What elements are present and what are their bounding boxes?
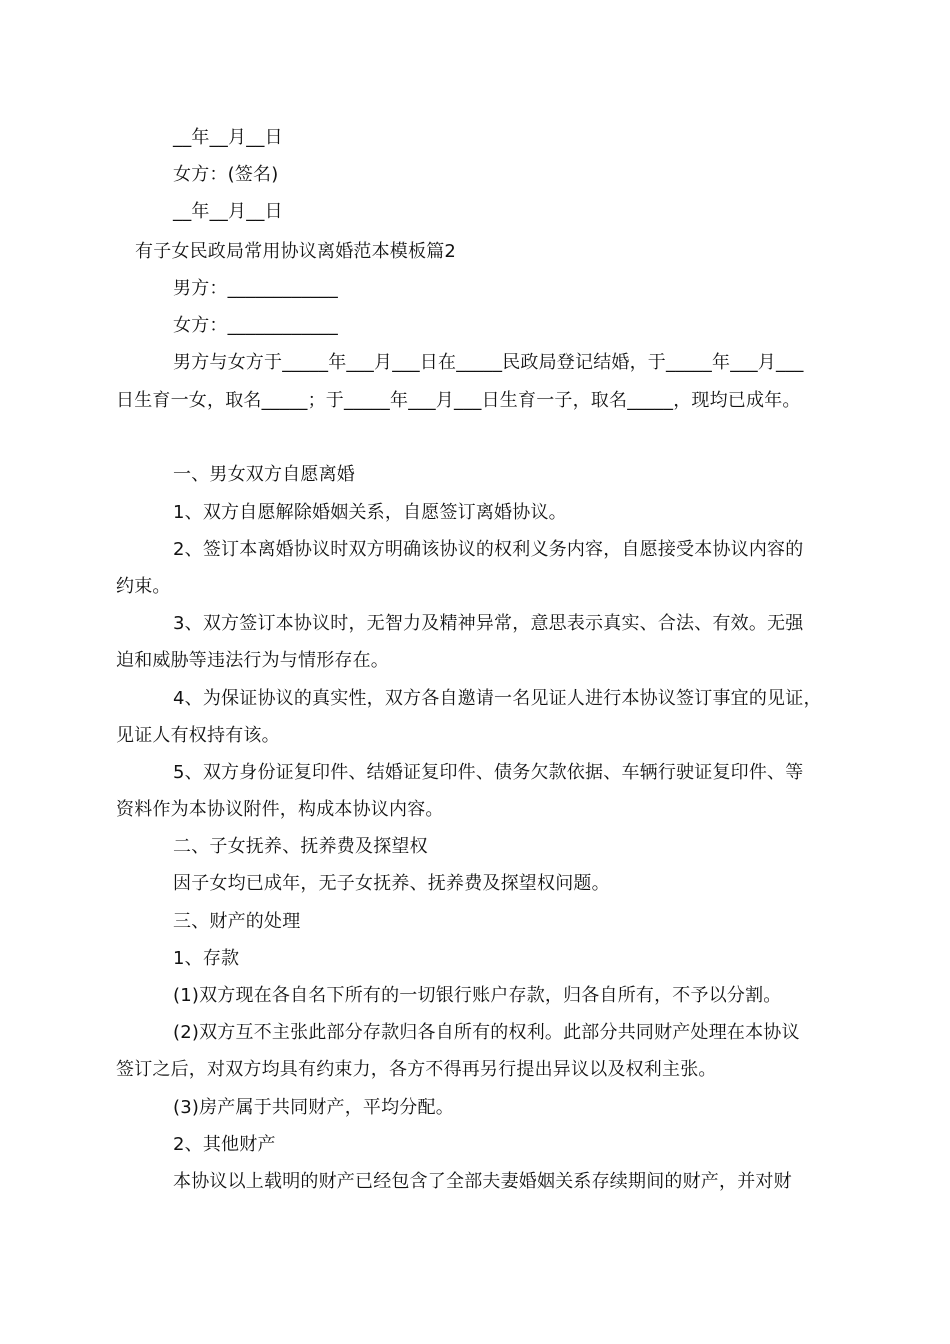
heading-line: 三、财产的处理	[173, 911, 301, 932]
paragraph-line: 日生育一女，取名_____；于_____年___月___日生育一子，取名_____，现均已成年。	[116, 390, 801, 411]
paragraph-line: (3)房产属于共同财产，平均分配。	[173, 1097, 454, 1118]
heading-line: 二、子女抚养、抚养费及探望权	[173, 836, 428, 857]
paragraph-line: 5、双方身份证复印件、结婚证复印件、债务欠款依据、车辆行驶证复印件、等	[173, 762, 804, 783]
paragraph-line: 男方与女方于_____年___月___日在_____民政局登记结婚，于_____年___月___	[173, 352, 804, 373]
paragraph-line: 1、存款	[173, 948, 240, 969]
heading-line: 一、男女双方自愿离婚	[173, 464, 355, 485]
paragraph-line: 4、为保证协议的真实性，双方各自邀请一名见证人进行本协议签订事宜的见证，	[173, 688, 822, 709]
paragraph-line: 2、签订本离婚协议时双方明确该协议的权利义务内容，自愿接受本协议内容的	[173, 539, 804, 560]
paragraph-line: 2、其他财产	[173, 1134, 276, 1155]
section-title: 有子女民政局常用协议离婚范本模板篇2	[135, 241, 457, 262]
paragraph-line: 本协议以上载明的财产已经包含了全部夫妻婚姻关系存续期间的财产，并对财	[173, 1171, 792, 1192]
paragraph-line: (1)双方现在各自名下所有的一切银行账户存款，归各自所有，不予以分割。	[173, 985, 782, 1006]
paragraph-line: 因子女均已成年，无子女抚养、抚养费及探望权问题。	[173, 873, 610, 894]
male-party-line: 男方：____________	[173, 278, 338, 299]
paragraph-line: 签订之后，对双方均具有约束力，各方不得再另行提出异议以及权利主张。	[116, 1059, 717, 1080]
paragraph-line: 资料作为本协议附件，构成本协议内容。	[116, 799, 444, 820]
date-line: __年__月__日	[173, 201, 283, 222]
female-signature-line: 女方：(签名)	[173, 164, 279, 185]
paragraph-line: 约束。	[116, 576, 171, 597]
paragraph-line: 见证人有权持有该。	[116, 725, 280, 746]
paragraph-line: 迫和威胁等违法行为与情形存在。	[116, 650, 389, 671]
date-line: __年__月__日	[173, 127, 283, 148]
paragraph-line: 3、双方签订本协议时，无智力及精神异常，意思表示真实、合法、有效。无强	[173, 613, 804, 634]
female-party-line: 女方：____________	[173, 315, 338, 336]
paragraph-line: 1、双方自愿解除婚姻关系，自愿签订离婚协议。	[173, 502, 567, 523]
paragraph-line: (2)双方互不主张此部分存款归各自所有的权利。此部分共同财产处理在本协议	[173, 1022, 800, 1043]
